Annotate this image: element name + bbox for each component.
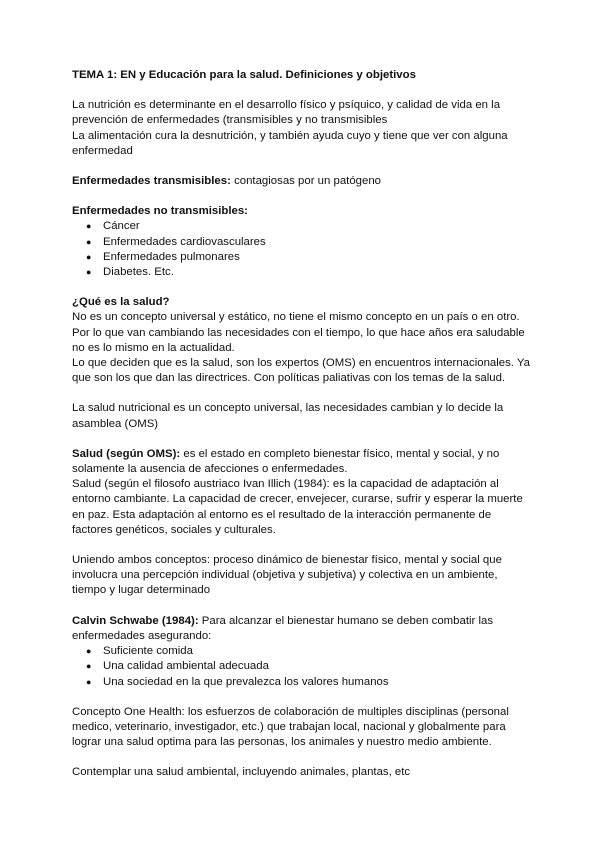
list-item: ● Enfermedades pulmonares	[72, 250, 532, 265]
list-item: ● Una calidad ambiental adecuada	[72, 659, 532, 674]
list-item: ● Diabetes. Etc.	[72, 265, 532, 280]
intro-section	[72, 98, 532, 159]
que-es-salud-paragraph: No es un concepto universal y estático, no tiene el mismo concepto en un país o en otro. Por lo que van cambiando las necesidades con el tiempo, lo que hace años era saludable no es lo mismo en la actualidad.	[72, 311, 525, 354]
salud-nutricional-paragraph: La salud nutricional es un concepto universal, las necesidades cambian y lo decide la asamblea (OMS)	[72, 402, 504, 430]
que-es-salud-heading: ¿Qué es la salud?	[72, 296, 170, 309]
uniendo-section	[72, 553, 532, 599]
no-transmisibles-heading: Enfermedades no transmisibles:	[72, 205, 248, 218]
que-es-salud-section	[72, 295, 532, 386]
document-title: TEMA 1: EN y Educación para la salud. Definiciones y objetivos	[72, 69, 416, 81]
transmisibles-section	[72, 174, 532, 189]
que-es-salud-paragraph: Lo que deciden que es la salud, son los expertos (OMS) en encuentros internacionales. Ya que son los que dan las directrices. Con políticas paliativas con los temas de la salud.	[72, 357, 531, 385]
schwabe-list	[72, 644, 532, 690]
schwabe-heading: Calvin Schwabe (1984):	[72, 614, 199, 627]
schwabe-paragraph	[72, 614, 532, 644]
document-body	[72, 68, 532, 796]
list-item: ● Suficiente comida	[72, 644, 532, 659]
list-item: ● Una sociedad en la que prevalezca los valores humanos	[72, 675, 532, 690]
no-transmisibles-section	[72, 204, 532, 280]
intro-paragraph: La nutrición es determinante en el desarrollo físico y psíquico, y calidad de vida en la prevención de enfermedades (transmisibles y no transmisibles	[72, 99, 501, 127]
transmisibles-paragraph	[72, 174, 532, 189]
one-health-section	[72, 705, 532, 751]
uniendo-paragraph: Uniendo ambos conceptos: proceso dinámico de bienestar físico, mental y social que involucra una percepción individual (objetiva y subjetiva) y colectiva en un ambiente, tiempo y lugar determinado	[72, 554, 502, 597]
list-item: ● Cáncer	[72, 219, 532, 234]
salud-illich-paragraph: Salud (según el filosofo austriaco Ivan Illich (1984): es la capacidad de adaptación al entorno cambiante. La capacidad de crecer, envejecer, curarse, sufrir y esperar la muerte en paz. Esta adaptación al entorno es el resultado de la interacción permanente de factores genéticos, sociales y culturales.	[72, 478, 523, 536]
transmisibles-text: contagiosas por un patógeno	[230, 175, 381, 188]
intro-paragraph: La alimentación cura la desnutrición, y también ayuda cuyo y tiene que ver con alguna enfermedad	[72, 129, 508, 157]
one-health-paragraph: Concepto One Health: los esfuerzos de colaboración de multiples disciplinas (personal medico, veterinario, investigador, etc.) que trabajan local, nacional y globalmente para lograr una salud optima para las personas, los animales y nuestro medio ambiente.	[72, 705, 509, 749]
salud-oms-heading: Salud (según OMS):	[72, 447, 181, 460]
salud-oms-paragraph	[72, 447, 532, 477]
contemplar-paragraph: Contemplar una salud ambiental, incluyendo animales, plantas, etc	[72, 766, 411, 779]
salud-oms-section	[72, 447, 532, 538]
contemplar-section	[72, 765, 532, 780]
list-item: ● Enfermedades cardiovasculares	[72, 235, 532, 250]
schwabe-section	[72, 614, 532, 690]
schwabe-text: Para alcanzar el bienestar humano se deben combatir las enfermedades asegurando:	[72, 614, 494, 642]
salud-oms-text: es el estado en completo bienestar físico, mental y social, y no solamente la ausencia de afecciones o enfermedades.	[72, 447, 500, 476]
salud-nutricional-section	[72, 401, 532, 431]
transmisibles-heading: Enfermedades transmisibles:	[72, 175, 231, 188]
no-transmisibles-list	[72, 219, 532, 280]
